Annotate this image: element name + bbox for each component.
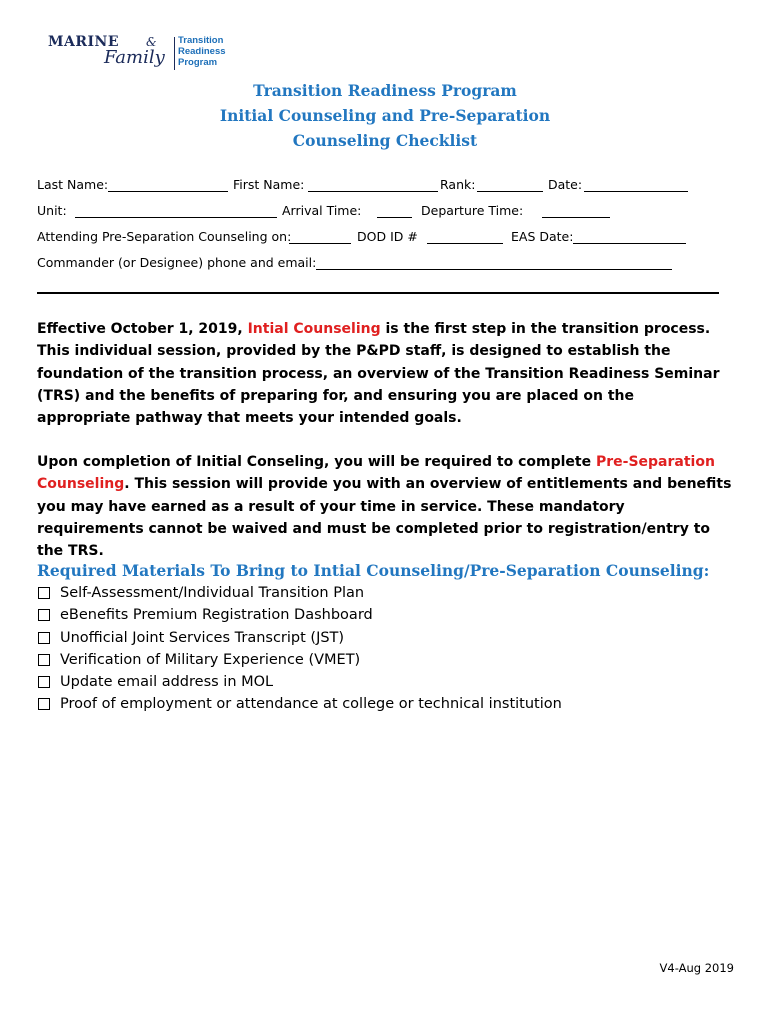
version-footer: V4-Aug 2019 (659, 961, 734, 975)
commander-contact-field[interactable] (316, 255, 672, 270)
pre-separation-highlight: Pre-Separation Counseling (37, 454, 715, 493)
title-line: Initial Counseling and Pre-Separation (219, 106, 551, 125)
first-name-field[interactable] (308, 177, 438, 192)
logo-program-line: Program (178, 57, 218, 68)
rank-label: Rank: (440, 177, 476, 192)
commander-label: Commander (or Designee) phone and email: (37, 255, 317, 270)
departure-time-field[interactable] (542, 203, 610, 218)
intro-paragraph (37, 318, 732, 429)
checkbox[interactable] (38, 609, 50, 621)
checkbox[interactable] (38, 676, 50, 688)
list-item-label: Verification of Military Experience (VMET) (60, 651, 361, 668)
list-item-label: eBenefits Premium Registration Dashboard (60, 607, 373, 624)
eas-date-field[interactable] (573, 229, 686, 244)
logo-program-name (178, 35, 226, 68)
arrival-time-field[interactable] (377, 203, 412, 218)
eas-date-label: EAS Date: (511, 229, 574, 244)
logo-family-text: Family (104, 47, 165, 68)
title-line: Transition Readiness Program (253, 81, 517, 100)
last-name-field[interactable] (108, 177, 228, 192)
list-item (37, 649, 562, 671)
list-item-label: Update email address in MOL (60, 674, 274, 691)
marine-family-trp-logo (48, 34, 238, 74)
title-line: Counseling Checklist (292, 131, 478, 150)
page-title (0, 78, 770, 153)
dod-id-field[interactable] (427, 229, 503, 244)
required-materials-heading: Required Materials To Bring to Intial Counseling/Pre-Separation Counseling: (37, 561, 710, 580)
list-item-label: Unofficial Joint Services Transcript (JST) (60, 629, 345, 646)
date-field[interactable] (584, 177, 688, 192)
unit-label: Unit: (37, 203, 67, 218)
checkbox[interactable] (38, 632, 50, 644)
logo-divider (174, 37, 175, 70)
pre-separation-paragraph (37, 451, 732, 562)
form-row-unit (37, 203, 737, 229)
arrival-time-label: Arrival Time: (282, 203, 362, 218)
dod-id-label: DOD ID # (357, 229, 418, 244)
first-name-label: First Name: (233, 177, 305, 192)
logo-marine-text: MARINE (48, 34, 120, 50)
checkbox[interactable] (38, 654, 50, 666)
form-row-attending (37, 229, 737, 255)
logo-program-line: Readiness (178, 46, 226, 57)
attending-label: Attending Pre-Separation Counseling on: (37, 229, 292, 244)
checkbox[interactable] (38, 587, 50, 599)
list-item (37, 671, 562, 693)
list-item-label: Proof of employment or attendance at college or technical institution (60, 696, 562, 713)
form-row-commander (37, 255, 737, 281)
form-row-name (37, 177, 737, 203)
unit-field[interactable] (75, 203, 277, 218)
pre-separation-text-end: . This session will provide you with an overview of entitlements and benefits you may have earned as a result of your time in service. These mandatory requirements cannot be waived and must be completed prior to registration/entry to the TRS. (37, 476, 732, 560)
required-materials-list (37, 582, 562, 716)
checklist-form (37, 177, 737, 281)
intro-text-end: is the first step in the transition process. This individual session, provided by the P&PD staff, is designed to establish the foundation of the transition process, an overview of the Transition Readiness Seminar (TRS) and the benefits of preparing for, and ensuring you are placed on the appropriate pathway that meets your intended goals. (37, 321, 720, 427)
date-label: Date: (548, 177, 583, 192)
logo-ampersand: & (146, 35, 157, 49)
last-name-label: Last Name: (37, 177, 109, 192)
list-item-label: Self-Assessment/Individual Transition Plan (60, 585, 365, 601)
logo-program-line: Transition (178, 35, 224, 46)
list-item (37, 582, 562, 604)
list-item (37, 627, 562, 649)
intro-text-start: Effective October 1, 2019, (37, 321, 248, 337)
section-divider (37, 292, 719, 294)
initial-counseling-highlight: Intial Counseling (247, 321, 381, 337)
rank-field[interactable] (477, 177, 543, 192)
list-item (37, 693, 562, 715)
list-item (37, 604, 562, 626)
pre-separation-text-start: Upon completion of Initial Conseling, you will be required to complete (37, 454, 596, 470)
attending-date-field[interactable] (289, 229, 351, 244)
checkbox[interactable] (38, 698, 50, 710)
departure-time-label: Departure Time: (421, 203, 524, 218)
